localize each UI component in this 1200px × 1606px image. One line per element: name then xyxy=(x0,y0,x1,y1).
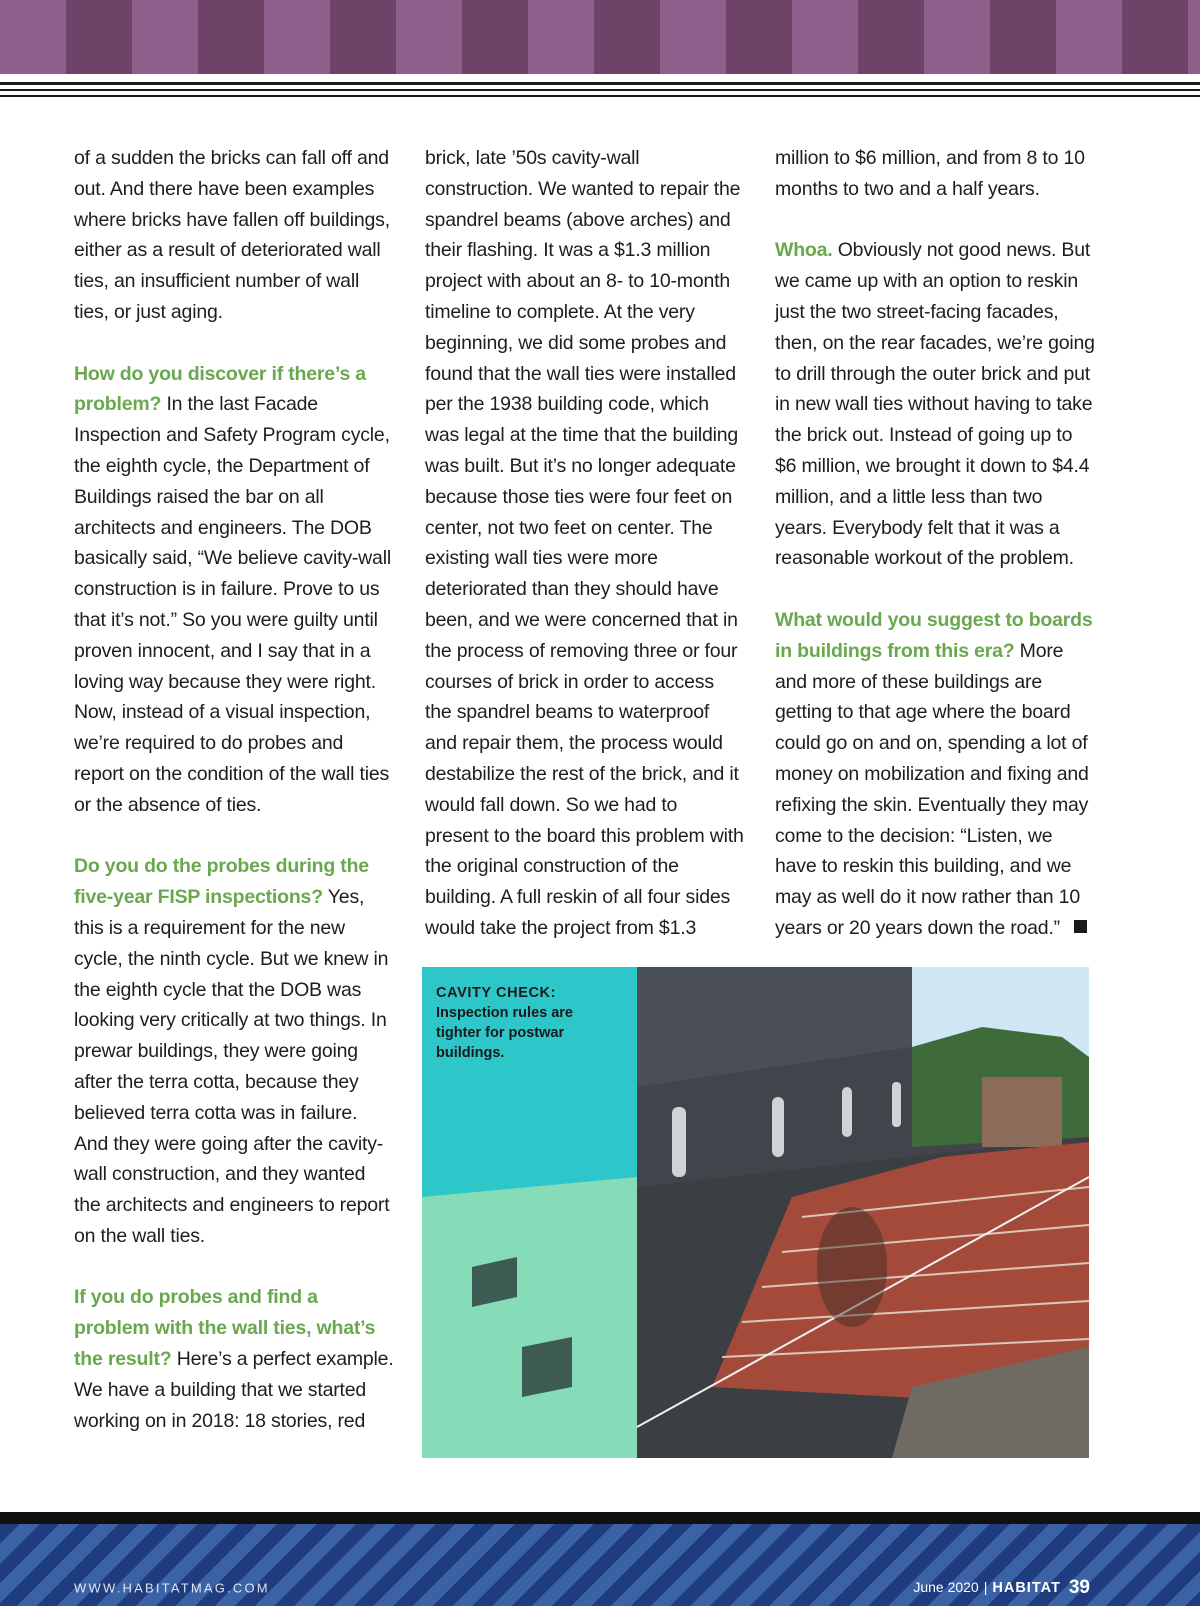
answer-text: More and more of these buildings are getting to that age where the board could go on and on, spending a lot of money on mobilization and fixing and refixing the skin. Eventually they may come to the decision: “Listen, we have to reskin this building, and we may as well do it now rather than 10 years or 20 years down the road.” xyxy=(775,639,1089,939)
issue-date: June 2020 xyxy=(913,1579,979,1595)
paragraph xyxy=(74,143,394,328)
caption-text: Inspection rules are tighter for postwar buildings. xyxy=(436,1005,573,1061)
paragraph xyxy=(74,1282,394,1436)
article-column-3 xyxy=(775,143,1095,975)
paragraph xyxy=(775,143,1095,205)
paragraph xyxy=(775,605,1095,944)
top-banner xyxy=(0,0,1200,74)
caption-heading: CAVITY CHECK: xyxy=(436,985,557,1001)
question: If you do probes and find a problem with the wall ties, what’s the result? xyxy=(74,1286,376,1371)
website-url[interactable]: WWW.HABITATMAG.COM xyxy=(74,1580,270,1596)
footer-rule xyxy=(0,1512,1200,1524)
page-number: 39 xyxy=(1068,1577,1090,1598)
folio-separator: | xyxy=(983,1579,988,1595)
paragraph xyxy=(74,851,394,1251)
answer-text: Here’s a perfect example. We have a building that we started working on in 2018: 18 stories, red xyxy=(74,1348,394,1432)
answer-text: Obviously not good news. But we came up with an option to reskin just the two street-facing facades, then, on the rear facades, we’re going to drill through the outer brick and put in new wall ties without having to take the brick out. Instead of going up to $6 million, we brought it down to $4.4 million, and a little less than two years. Everybody felt that it was a reasonable workout of the problem. xyxy=(775,239,1095,570)
question: Do you do the probes during the five-year FISP inspections? xyxy=(74,855,369,909)
photo-caption xyxy=(436,983,596,1063)
body-text: brick, late ’50s cavity-wall construction. We wanted to repair the spandrel beams (above arches) and their flashing. It was a $1.3 million project with about an 8- to 10-month timeline to complete. At the very beginning, we did some probes and found that the wall ties were installed per the 1938 building code, which was legal at the time that the building was built. But it’s no longer adequate because those ties were four feet on center, not two feet on center. The existing wall ties were more deteriorated than they should have been, and we were concerned that in the process of removing three or four courses of brick in order to access the spandrel beams to waterproof and repair them, the process would destabilize the rest of the brick, and it would fall down. So we had to present to the board this problem with the original construction of the building. A full reskin of all four sides would take the project from $1.3 xyxy=(425,147,744,939)
article-column-2 xyxy=(425,143,745,975)
question: What would you suggest to boards in buildings from this era? xyxy=(775,608,1093,662)
construction-photo xyxy=(422,967,1089,1458)
answer-text: In the last Facade Inspection and Safety Program cycle, the eighth cycle, the Department of Buildings raised the bar on all architects and engineers. The DOB basically said, “We believe cavity-wall construction is in failure. Prove to us that it’s not.” So you were guilty until proven innocent, and I say that in a loving way because they were right. Now, instead of a visual inspection, we’re required to do probes and report on the condition of the wall ties or the absence of ties. xyxy=(74,393,391,816)
top-rules xyxy=(0,82,1200,101)
body-text: million to $6 million, and from 8 to 10 months to two and a half years. xyxy=(775,147,1085,200)
end-mark-icon xyxy=(1074,920,1087,933)
paragraph xyxy=(775,235,1095,574)
paragraph xyxy=(74,359,394,821)
paragraph xyxy=(425,143,745,944)
answer-text: Yes, this is a requirement for the new cycle, the ninth cycle. But we knew in the eighth cycle that the DOB was looking very critically at two things. In prewar buildings, they were going after the terra cotta, because they believed terra cotta was in failure. And they were going after the cavity-wall construction, and they wanted the architects and engineers to report on the wall ties. xyxy=(74,886,390,1247)
question: How do you discover if there’s a problem? xyxy=(74,362,366,416)
magazine-name: HABITAT xyxy=(992,1580,1061,1596)
article-column-1 xyxy=(74,143,394,1467)
body-text: of a sudden the bricks can fall off and out. And there have been examples where bricks have fallen off buildings, either as a result of deteriorated wall ties, an insufficient number of wall ties, or just aging. xyxy=(74,147,390,323)
question: Whoa. xyxy=(775,239,833,262)
folio xyxy=(913,1577,1090,1599)
